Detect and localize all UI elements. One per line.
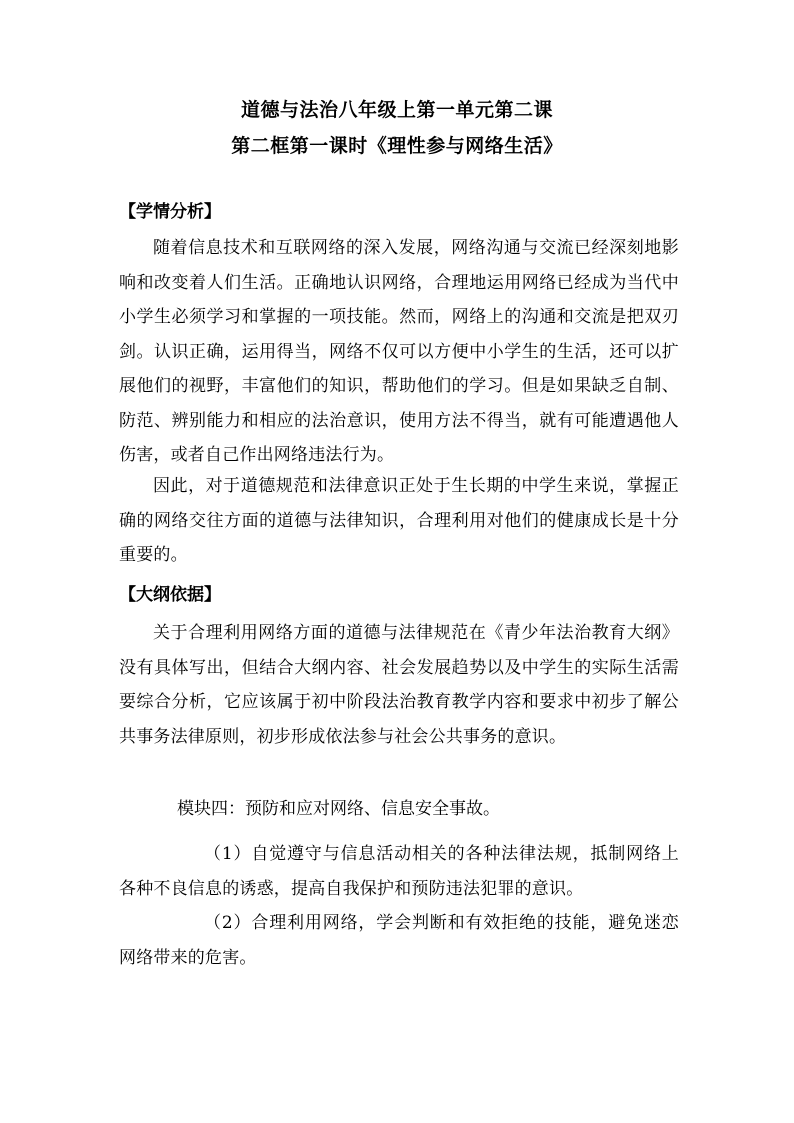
document-title-line2: 第二框第一课时《理性参与网络生活》 [231,135,563,157]
module-item-2: （2）合理利用网络，学会判断和有效拒绝的技能，避免迷恋网络带来的危害。 [119,913,679,968]
section-heading-syllabus-basis: 【大纲依据】 [119,585,221,605]
module-four-line: 模块四：预防和应对网络、信息安全事故。 [177,799,500,819]
section-heading-situation-analysis: 【学情分析】 [119,202,221,222]
situation-analysis-paragraph-2: 因此，对于道德规范和法律意识正处于生长期的中学生来说，掌握正确的网络交往方面的道德与法律知识，合理利用对他们的健康成长是十分重要的。 [119,476,679,565]
syllabus-basis-paragraph: 关于合理利用网络方面的道德与法律规范在《青少年法治教育大纲》没有具体写出，但结合大纲内容、社会发展趋势以及中学生的实际生活需要综合分析，它应该属于初中阶段法治教育教学内容和要求中初步了解公共事务法律原则，初步形成依法参与社会公共事务的意识。 [119,623,679,747]
module-item-1: （1）自觉遵守与信息活动相关的各种法律法规，抵制网络上各种不良信息的诱惑，提高自我保护和预防违法犯罪的意识。 [119,844,679,899]
document-title-line1: 道德与法治八年级上第一单元第二课 [240,99,553,121]
situation-analysis-paragraph-1: 随着信息技术和互联网络的深入发展，网络沟通与交流已经深刻地影响和改变着人们生活。正确地认识网络，合理地运用网络已经成为当代中小学生必须学习和掌握的一项技能。然而，网络上的沟通和交流是把双刃剑。认识正确，运用得当，网络不仅可以方便中小学生的生活，还可以扩展他们的视野，丰富他们的知识，帮助他们的学习。但是如果缺乏自制、防范、辨别能力和相应的法治意识，使用方法不得当，就有可能遭遇他人伤害，或者自己作出网络违法行为。 [119,238,679,465]
